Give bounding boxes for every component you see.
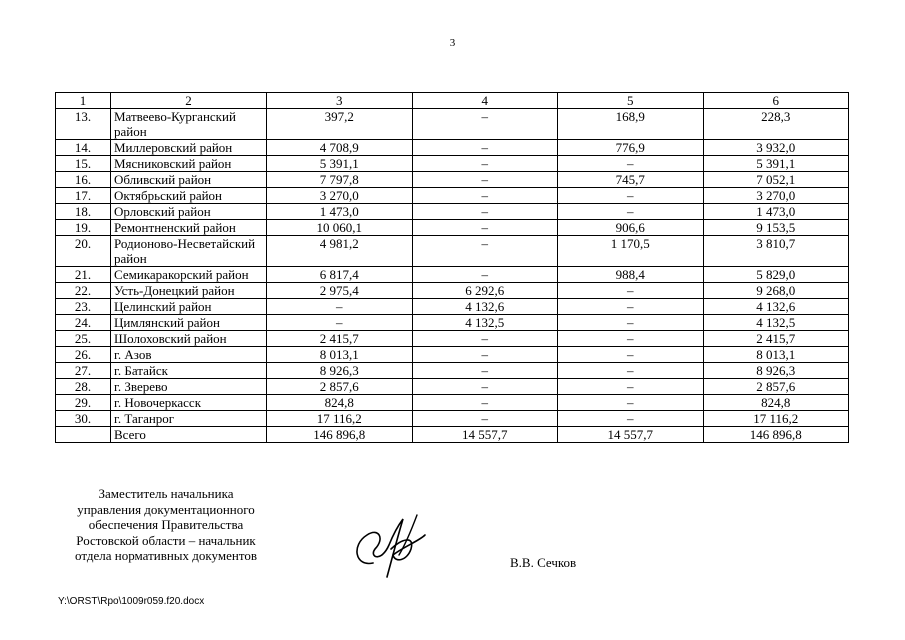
table-cell: 14.: [56, 140, 111, 156]
table-cell: Миллеровский район: [111, 140, 267, 156]
table-cell: 146 896,8: [703, 427, 849, 443]
table-cell: 13.: [56, 109, 111, 140]
table-cell: 1 473,0: [267, 204, 413, 220]
file-path: Y:\ORST\Rpo\1009r059.f20.docx: [58, 596, 205, 607]
table-cell: г. Зверево: [111, 379, 267, 395]
table-cell: 7 052,1: [703, 172, 849, 188]
header-cell: 5: [558, 93, 704, 109]
table-cell: 4 132,6: [412, 299, 558, 315]
header-cell: 4: [412, 93, 558, 109]
table-cell: г. Азов: [111, 347, 267, 363]
table-cell: –: [412, 395, 558, 411]
table-cell: 29.: [56, 395, 111, 411]
table-cell: Орловский район: [111, 204, 267, 220]
table-cell: 26.: [56, 347, 111, 363]
table-row: [56, 204, 849, 220]
table-cell: 4 132,6: [703, 299, 849, 315]
table-row: [56, 156, 849, 172]
table-cell: 824,8: [267, 395, 413, 411]
table-cell: 15.: [56, 156, 111, 172]
table-row: [56, 427, 849, 443]
table-cell: 18.: [56, 204, 111, 220]
table-cell: –: [412, 411, 558, 427]
table-cell: 1 473,0: [703, 204, 849, 220]
table-row: [56, 363, 849, 379]
data-table: [55, 92, 849, 443]
table-cell: 168,9: [558, 109, 704, 140]
table-cell: г. Таганрог: [111, 411, 267, 427]
table-row: [56, 267, 849, 283]
table-cell: –: [558, 331, 704, 347]
table-cell: 3 270,0: [703, 188, 849, 204]
table-row: [56, 331, 849, 347]
table-cell: –: [412, 140, 558, 156]
table-row: [56, 411, 849, 427]
table-cell: 25.: [56, 331, 111, 347]
position-line: управления документационного: [77, 501, 255, 517]
table-cell: –: [558, 188, 704, 204]
table-row: [56, 395, 849, 411]
table-cell: [56, 427, 111, 443]
table-cell: 2 857,6: [703, 379, 849, 395]
handwritten-signature: [345, 505, 435, 585]
table-cell: 4 132,5: [703, 315, 849, 331]
table-row: [56, 283, 849, 299]
table-cell: Всего: [111, 427, 267, 443]
table-cell: 8 013,1: [703, 347, 849, 363]
table-cell: –: [558, 204, 704, 220]
table-cell: 6 292,6: [412, 283, 558, 299]
table-cell: 906,6: [558, 220, 704, 236]
table-cell: 16.: [56, 172, 111, 188]
table-cell: –: [267, 315, 413, 331]
table-cell: 14 557,7: [412, 427, 558, 443]
table-cell: –: [267, 299, 413, 315]
table-cell: 228,3: [703, 109, 849, 140]
table-row: [56, 315, 849, 331]
table-cell: 3 270,0: [267, 188, 413, 204]
table-cell: 4 981,2: [267, 236, 413, 267]
table-cell: Цимлянский район: [111, 315, 267, 331]
table-cell: Усть-Донецкий район: [111, 283, 267, 299]
table-cell: 17 116,2: [267, 411, 413, 427]
table-cell: –: [412, 172, 558, 188]
table-row: [56, 299, 849, 315]
table-cell: –: [412, 267, 558, 283]
table-cell: Матвеево-Курганский район: [111, 109, 267, 140]
table-cell: –: [558, 363, 704, 379]
table-cell: –: [412, 220, 558, 236]
table-row: [56, 109, 849, 140]
table-cell: –: [558, 379, 704, 395]
table-cell: 22.: [56, 283, 111, 299]
header-cell: 3: [267, 93, 413, 109]
table-cell: –: [412, 379, 558, 395]
table-row: [56, 236, 849, 267]
table-cell: 27.: [56, 363, 111, 379]
table-cell: г. Новочеркасск: [111, 395, 267, 411]
table-cell: Родионово-Несветайский район: [111, 236, 267, 267]
table-cell: 17 116,2: [703, 411, 849, 427]
table-cell: Октябрьский район: [111, 188, 267, 204]
table-cell: 8 013,1: [267, 347, 413, 363]
position-line: Ростовской области – начальник: [76, 532, 256, 548]
table-cell: –: [558, 299, 704, 315]
table-cell: –: [412, 156, 558, 172]
table-cell: –: [558, 156, 704, 172]
table-row: [56, 172, 849, 188]
table-row: [56, 379, 849, 395]
table-cell: 397,2: [267, 109, 413, 140]
table-cell: –: [412, 347, 558, 363]
table-cell: г. Батайск: [111, 363, 267, 379]
table-cell: 23.: [56, 299, 111, 315]
table-cell: 824,8: [703, 395, 849, 411]
table-cell: 5 829,0: [703, 267, 849, 283]
table-cell: 14 557,7: [558, 427, 704, 443]
table-cell: Мясниковский район: [111, 156, 267, 172]
table-cell: 3 810,7: [703, 236, 849, 267]
table-cell: –: [412, 236, 558, 267]
table-row: [56, 188, 849, 204]
table-cell: 28.: [56, 379, 111, 395]
signer-name: В.В. Сечков: [510, 555, 577, 570]
table-body: [56, 93, 849, 443]
table-cell: –: [412, 363, 558, 379]
header-cell: 6: [703, 93, 849, 109]
table-cell: 4 708,9: [267, 140, 413, 156]
table-cell: –: [412, 188, 558, 204]
table-cell: 3 932,0: [703, 140, 849, 156]
page-number: 3: [449, 37, 456, 49]
header-cell: 1: [56, 93, 111, 109]
position-line: Заместитель начальника: [98, 486, 234, 501]
table-cell: 21.: [56, 267, 111, 283]
table-cell: Целинский район: [111, 299, 267, 315]
table-cell: 2 857,6: [267, 379, 413, 395]
table-row: [56, 220, 849, 236]
table-cell: –: [558, 347, 704, 363]
table-cell: 24.: [56, 315, 111, 331]
table-cell: 20.: [56, 236, 111, 267]
table-row: [56, 347, 849, 363]
table-cell: 146 896,8: [267, 427, 413, 443]
table-cell: 19.: [56, 220, 111, 236]
position-line: отдела нормативных документов: [75, 548, 257, 563]
table-cell: –: [558, 315, 704, 331]
table-cell: 1 170,5: [558, 236, 704, 267]
table-cell: 5 391,1: [267, 156, 413, 172]
header-cell: 2: [111, 93, 267, 109]
table-cell: –: [412, 109, 558, 140]
table-cell: 2 975,4: [267, 283, 413, 299]
table-cell: 8 926,3: [267, 363, 413, 379]
table-cell: 2 415,7: [267, 331, 413, 347]
table-cell: 7 797,8: [267, 172, 413, 188]
table-cell: 745,7: [558, 172, 704, 188]
table-cell: 17.: [56, 188, 111, 204]
table-cell: 2 415,7: [703, 331, 849, 347]
table-row: [56, 140, 849, 156]
table-cell: –: [558, 395, 704, 411]
table-cell: –: [412, 204, 558, 220]
table-cell: Шолоховский район: [111, 331, 267, 347]
table-cell: 988,4: [558, 267, 704, 283]
table-cell: 776,9: [558, 140, 704, 156]
table-cell: 6 817,4: [267, 267, 413, 283]
table-cell: Семикаракорский район: [111, 267, 267, 283]
table-cell: –: [412, 331, 558, 347]
table-cell: –: [558, 411, 704, 427]
table-cell: Ремонтненский район: [111, 220, 267, 236]
table-cell: 5 391,1: [703, 156, 849, 172]
table-cell: 9 153,5: [703, 220, 849, 236]
position-line: обеспечения Правительства: [88, 517, 244, 532]
table-cell: 30.: [56, 411, 111, 427]
table-cell: Обливский район: [111, 172, 267, 188]
signatory-position: [55, 486, 277, 564]
table-cell: –: [558, 283, 704, 299]
table-cell: 8 926,3: [703, 363, 849, 379]
table-header-row: [56, 93, 849, 109]
table-cell: 4 132,5: [412, 315, 558, 331]
table-cell: 10 060,1: [267, 220, 413, 236]
table-cell: 9 268,0: [703, 283, 849, 299]
